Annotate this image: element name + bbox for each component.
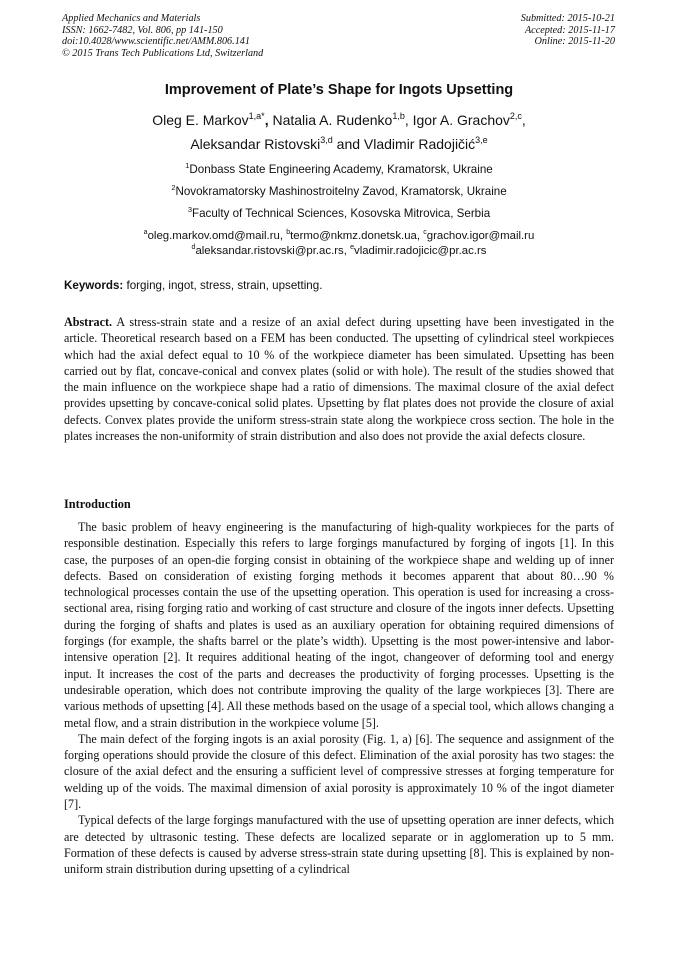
keywords-text: forging, ingot, stress, strain, upsetting.: [126, 279, 323, 292]
abstract: [64, 314, 614, 444]
author-name: Natalia A. Rudenko: [272, 112, 393, 128]
email-address[interactable]: vladimir.radojicic@pr.ac.rs: [354, 245, 487, 257]
submission-dates: [521, 13, 615, 48]
section-heading-introduction: Introduction: [64, 497, 131, 511]
author-sup: 2,c: [509, 111, 522, 121]
email-address[interactable]: oleg.markov.omd@mail.ru: [147, 230, 280, 242]
affiliation-text: Donbass State Engineering Academy, Kramatorsk, Ukraine: [189, 163, 493, 176]
affiliation-text: Novokramatorsky Mashinostroitelny Zavod, Kramatorsk, Ukraine: [175, 185, 507, 198]
email-sup: b: [286, 229, 291, 236]
email-sup: d: [191, 244, 196, 251]
journal-issn: ISSN: 1662-7482, Vol. 806, pp 141-150: [62, 24, 223, 36]
email-address[interactable]: aleksandar.ristovski@pr.ac.rs: [195, 245, 344, 257]
introduction-body: [64, 519, 614, 878]
author-line-1: Oleg E. Markov$^{1,a*}$, Natalia A. Rudenko$^{1,b}$, Igor A. Grachov$^{2,c}$,: [152, 111, 526, 128]
affiliation-sup: 1: [185, 161, 190, 170]
author-name: Vladimir Radojičić: [363, 136, 476, 152]
affiliation-sup: 3: [187, 205, 193, 214]
author-sup: 3,d: [320, 135, 333, 145]
paragraph: Typical defects of the large forgings manufactured with the use of upsetting operation are inner defects, which are detected by ultrasonic testing. These defects are localized separate or in agglomeration up to 5 mm. Formation of these defects is caused by adverse stress-strain state during upsetting [8]. This is explained by non-uniform strain distribution during upsetting of a cylindrical: [64, 813, 614, 877]
author-sup: 1,a*: [248, 111, 265, 121]
author-name: Igor A. Grachov: [412, 112, 510, 128]
affiliation-3: [0, 207, 678, 220]
email-sup: c: [423, 229, 427, 236]
journal-doi: doi:10.4028/www.scientific.net/AMM.806.141: [62, 36, 250, 48]
email-address[interactable]: termo@nkmz.donetsk.ua: [290, 230, 417, 242]
paper-title: Improvement of Plate’s Shape for Ingots Upsetting: [164, 82, 514, 98]
affiliation-sup: 2: [171, 183, 176, 192]
email-line-2: $^d$aleksandar.ristovski@pr.ac.rs, $^e$vladimir.radojicic@pr.ac.rs: [191, 244, 487, 257]
paragraph: The basic problem of heavy engineering is the manufacturing of high-quality workpieces for the parts of responsible destination. Especially this refers to large forgings manufactured by forging of ingots [1]. In this case, the purposes of an open-die forging consist in obtaining of the workpiece shape and welding up of inner defects. Based on consideration of existing forging methods it becomes apparent that about 80…90 % technological processes contain the use of the upsetting operation. This operation is used for increasing a cross-sectional area, rising forging ratio and working of cast structure and closure of the ingots inner defects. Upsetting during the forging of shafts and plates is used as an auxiliary operation for obtaining required dimensions of forgings (for example, the shafts barrel or the plate’s width). Upsetting is the most power-intensive and labor-intensive operation [2]. It requires additional heating of the ingot, changeover of deforming tool and energy input. It increases the cost of the parts and decreases the productivity of forging processes. Upsetting is the undesirable operation, which does not contribute improving the quality of the large workpieces [3]. There are various methods of upsetting [4]. All these methods based on the usage of a special tool, which allows changing a metal flow, and a strain distribution in the workpiece volume [5].: [64, 520, 614, 730]
email-line-1: $^a$oleg.markov.omd@mail.ru, $^b$termo@nkmz.donetsk.ua, $^c$grachov.igor@mail.ru: [143, 229, 535, 242]
author-name: Aleksandar Ristovski: [190, 136, 321, 152]
accepted-date: Accepted: 2015-11-17: [524, 24, 615, 36]
author-and: and: [336, 136, 361, 152]
author-line-2: [0, 136, 678, 152]
author-sup: 3,e: [475, 135, 488, 145]
keywords-label: Keywords:: [64, 279, 124, 292]
journal-name: Applied Mechanics and Materials: [62, 13, 201, 24]
journal-info: [62, 13, 263, 59]
affiliation-text: Faculty of Technical Sciences, Kosovska Mitrovica, Serbia: [192, 207, 491, 220]
author-name: Oleg E. Markov: [152, 112, 249, 128]
email-sup: a: [143, 229, 148, 236]
paragraph: The main defect of the forging ingots is an axial porosity (Fig. 1, a) [6]. The sequence and assignment of the forging operations should provide the closure of this defect. Elimination of the axial porosity has two stages: the closure of the axial defect and the ensuring a sufficient level of compressive stresses at forging temperature for welding up of the voids. The maximal dimension of axial porosity is approximately 10 % of the ingot diameter [7].: [64, 731, 614, 812]
affiliation-2: [0, 185, 678, 198]
email-sup: e: [350, 244, 354, 251]
journal-copyright: © 2015 Trans Tech Publications Ltd, Switzerland: [62, 47, 264, 59]
keywords: [64, 279, 322, 292]
email-address[interactable]: grachov.igor@mail.ru: [426, 230, 535, 242]
abstract-text: A stress-strain state and a resize of an axial defect during upsetting have been investigated in the article. Theoretical research based on a FEM has been conducted. The upsetting of cylindrical steel workpieces which had the axial defect equal to 10 % of the workpiece diameter has been simulated. Upsetting has been carried out by flat, concave-conical and convex plates (solid or with hole). The result of the studies showed that the main influence on the workpiece shape had a ratio of dimensions. The maximal closure of the axial defect provides upsetting by concave-conical solid plates. Upsetting by flat plates does not provide the closure of axial defects. Convex plates provide the uniform stress-strain state along the workpiece cross section. The hole in the plates increases the non-uniformity of strain distribution and also does not provide the axial defects closure.: [64, 315, 614, 444]
submitted-date: Submitted: 2015-10-21: [520, 13, 615, 24]
author-sup: 1,b: [392, 111, 405, 121]
affiliation-1: [0, 163, 678, 176]
online-date: Online: 2015-11-20: [534, 36, 615, 48]
abstract-label: Abstract.: [64, 315, 113, 329]
